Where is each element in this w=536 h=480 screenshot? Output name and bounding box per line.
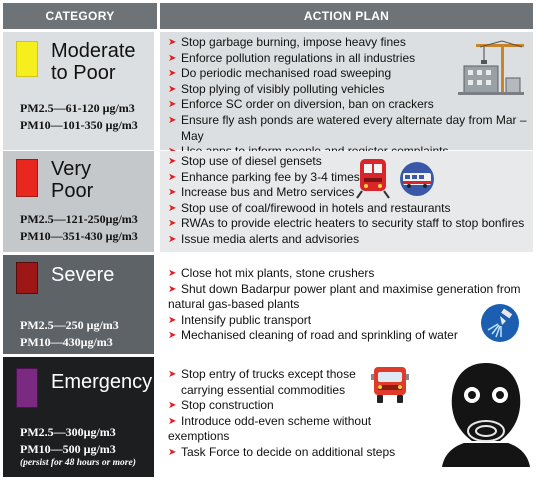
action-item: [168, 185, 533, 201]
category-cell: [3, 32, 157, 150]
action-text: Do periodic mechanised road sweeping: [181, 66, 392, 81]
bullet-arrow-icon: ➤: [168, 218, 177, 230]
pm25-range: PM2.5—61-120 μg/m3: [20, 101, 135, 115]
bullet-arrow-icon: ➤: [168, 99, 177, 111]
bullet-arrow-icon: ➤: [168, 202, 177, 214]
gas-mask-icon: [442, 359, 530, 471]
action-text: natural gas-based plants: [168, 297, 300, 312]
action-list: [168, 154, 533, 248]
bullet-arrow-icon: ➤: [168, 37, 177, 48]
action-item: [168, 154, 533, 170]
action-item: [168, 201, 533, 217]
row-emergency: [3, 357, 533, 477]
action-text: Stop garbage burning, impose heavy fines: [181, 35, 406, 49]
color-swatch: [16, 41, 38, 77]
color-swatch: [16, 262, 38, 294]
bullet-arrow-icon: ➤: [168, 415, 177, 427]
action-item: [168, 113, 533, 144]
category-cell: [3, 151, 157, 252]
action-item-continuation: [168, 297, 533, 313]
level-name-line1: Moderate: [51, 40, 136, 62]
action-text: Intensify public transport: [181, 312, 312, 327]
level-name-line1: Very: [51, 158, 92, 180]
action-text: Stop entry of trucks except those: [181, 367, 356, 381]
bullet-arrow-icon: ➤: [168, 446, 177, 458]
action-plan-header: ACTION PLAN: [160, 3, 533, 29]
bullet-arrow-icon: ➤: [168, 68, 177, 80]
level-name-line2: to Poor: [51, 62, 116, 84]
row-moderate-to-poor: [3, 32, 533, 150]
level-name-line2: Poor: [51, 180, 94, 202]
action-cell: [160, 151, 533, 252]
bullet-arrow-icon: ➤: [168, 233, 177, 245]
row-very-poor: [3, 151, 533, 252]
action-item: [168, 282, 533, 298]
pm10-range: PM10—430μg/m3: [20, 335, 113, 349]
action-text: Enforce SC order on diversion, ban on crackers: [181, 97, 434, 112]
category-cell: [3, 255, 157, 354]
color-swatch: [16, 368, 38, 408]
action-text: Issue media alerts and advisories: [181, 231, 360, 246]
bullet-arrow-icon: ➤: [168, 369, 177, 380]
truck-icon: [370, 364, 410, 406]
metro-train-icon: [356, 157, 390, 199]
bullet-arrow-icon: ➤: [168, 283, 177, 295]
color-swatch: [16, 159, 38, 197]
action-text: Mechanised cleaning of road and sprinkling of water: [181, 328, 458, 343]
action-cell: [160, 357, 533, 477]
level-name-line1: Severe: [51, 264, 115, 286]
bullet-arrow-icon: ➤: [168, 314, 177, 326]
action-text: exemptions: [168, 429, 230, 444]
row-severe: [3, 255, 533, 354]
action-item: [168, 328, 533, 344]
action-item: [168, 313, 533, 329]
action-text: Enhance parking fee by 3-4 times: [181, 169, 360, 184]
pm10-range: PM10—500 μg/m3: [20, 442, 116, 456]
bus-icon: [397, 161, 437, 197]
bullet-arrow-icon: ➤: [168, 171, 177, 183]
action-text: Stop use of coal/firewood in hotels and restaurants: [181, 200, 451, 215]
action-text: Enforce pollution regulations in all industries: [181, 50, 416, 65]
bullet-arrow-icon: ➤: [168, 400, 177, 412]
action-cell: [160, 32, 533, 150]
water-sprinkler-icon: [480, 303, 520, 343]
action-text: Stop plying of visibly polluting vehicles: [181, 81, 385, 96]
action-text: Close hot mix plants, stone crushers: [181, 266, 375, 280]
action-list: [168, 266, 533, 344]
action-text: Ensure fly ash ponds are watered every alternate day from Mar – May: [181, 112, 527, 143]
pm25-range: PM2.5—300μg/m3: [20, 425, 116, 439]
action-cell: [160, 255, 533, 354]
bullet-arrow-icon: ➤: [168, 156, 177, 167]
action-item: [168, 232, 533, 248]
action-text: RWAs to provide electric heaters to security staff to stop bonfires: [181, 216, 525, 231]
action-text: Introduce odd-even scheme without: [181, 413, 372, 428]
duration-note: (persist for 48 hours or more): [20, 458, 136, 468]
pm10-range: PM10—101-350 μg/m3: [20, 118, 138, 132]
action-item: [168, 170, 533, 186]
action-text: Increase bus and Metro services: [181, 185, 355, 200]
action-text: Shut down Badarpur power plant and maximise generation from: [181, 281, 521, 296]
bullet-arrow-icon: ➤: [168, 83, 177, 95]
category-cell: [3, 357, 157, 477]
bullet-arrow-icon: ➤: [168, 52, 177, 64]
pm10-range: PM10—351-430 μg/m3: [20, 229, 138, 243]
bullet-arrow-icon: ➤: [168, 187, 177, 199]
action-item: [168, 97, 533, 113]
action-text: Stop use of diesel gensets: [181, 154, 322, 168]
action-text: Task Force to decide on additional steps: [181, 444, 396, 459]
category-header: CATEGORY: [3, 3, 157, 29]
construction-icon: [456, 38, 526, 96]
pm25-range: PM2.5—250 μg/m3: [20, 318, 119, 332]
action-item: [168, 266, 533, 282]
pm25-range: PM2.5—121-250μg/m3: [20, 212, 138, 226]
action-text: Stop construction: [181, 398, 274, 413]
bullet-arrow-icon: ➤: [168, 330, 177, 342]
action-item: [168, 216, 533, 232]
level-name-line1: Emergency: [51, 371, 153, 393]
bullet-arrow-icon: ➤: [168, 114, 177, 126]
bullet-arrow-icon: ➤: [168, 268, 177, 279]
action-text: carrying essential commodities: [181, 382, 346, 397]
